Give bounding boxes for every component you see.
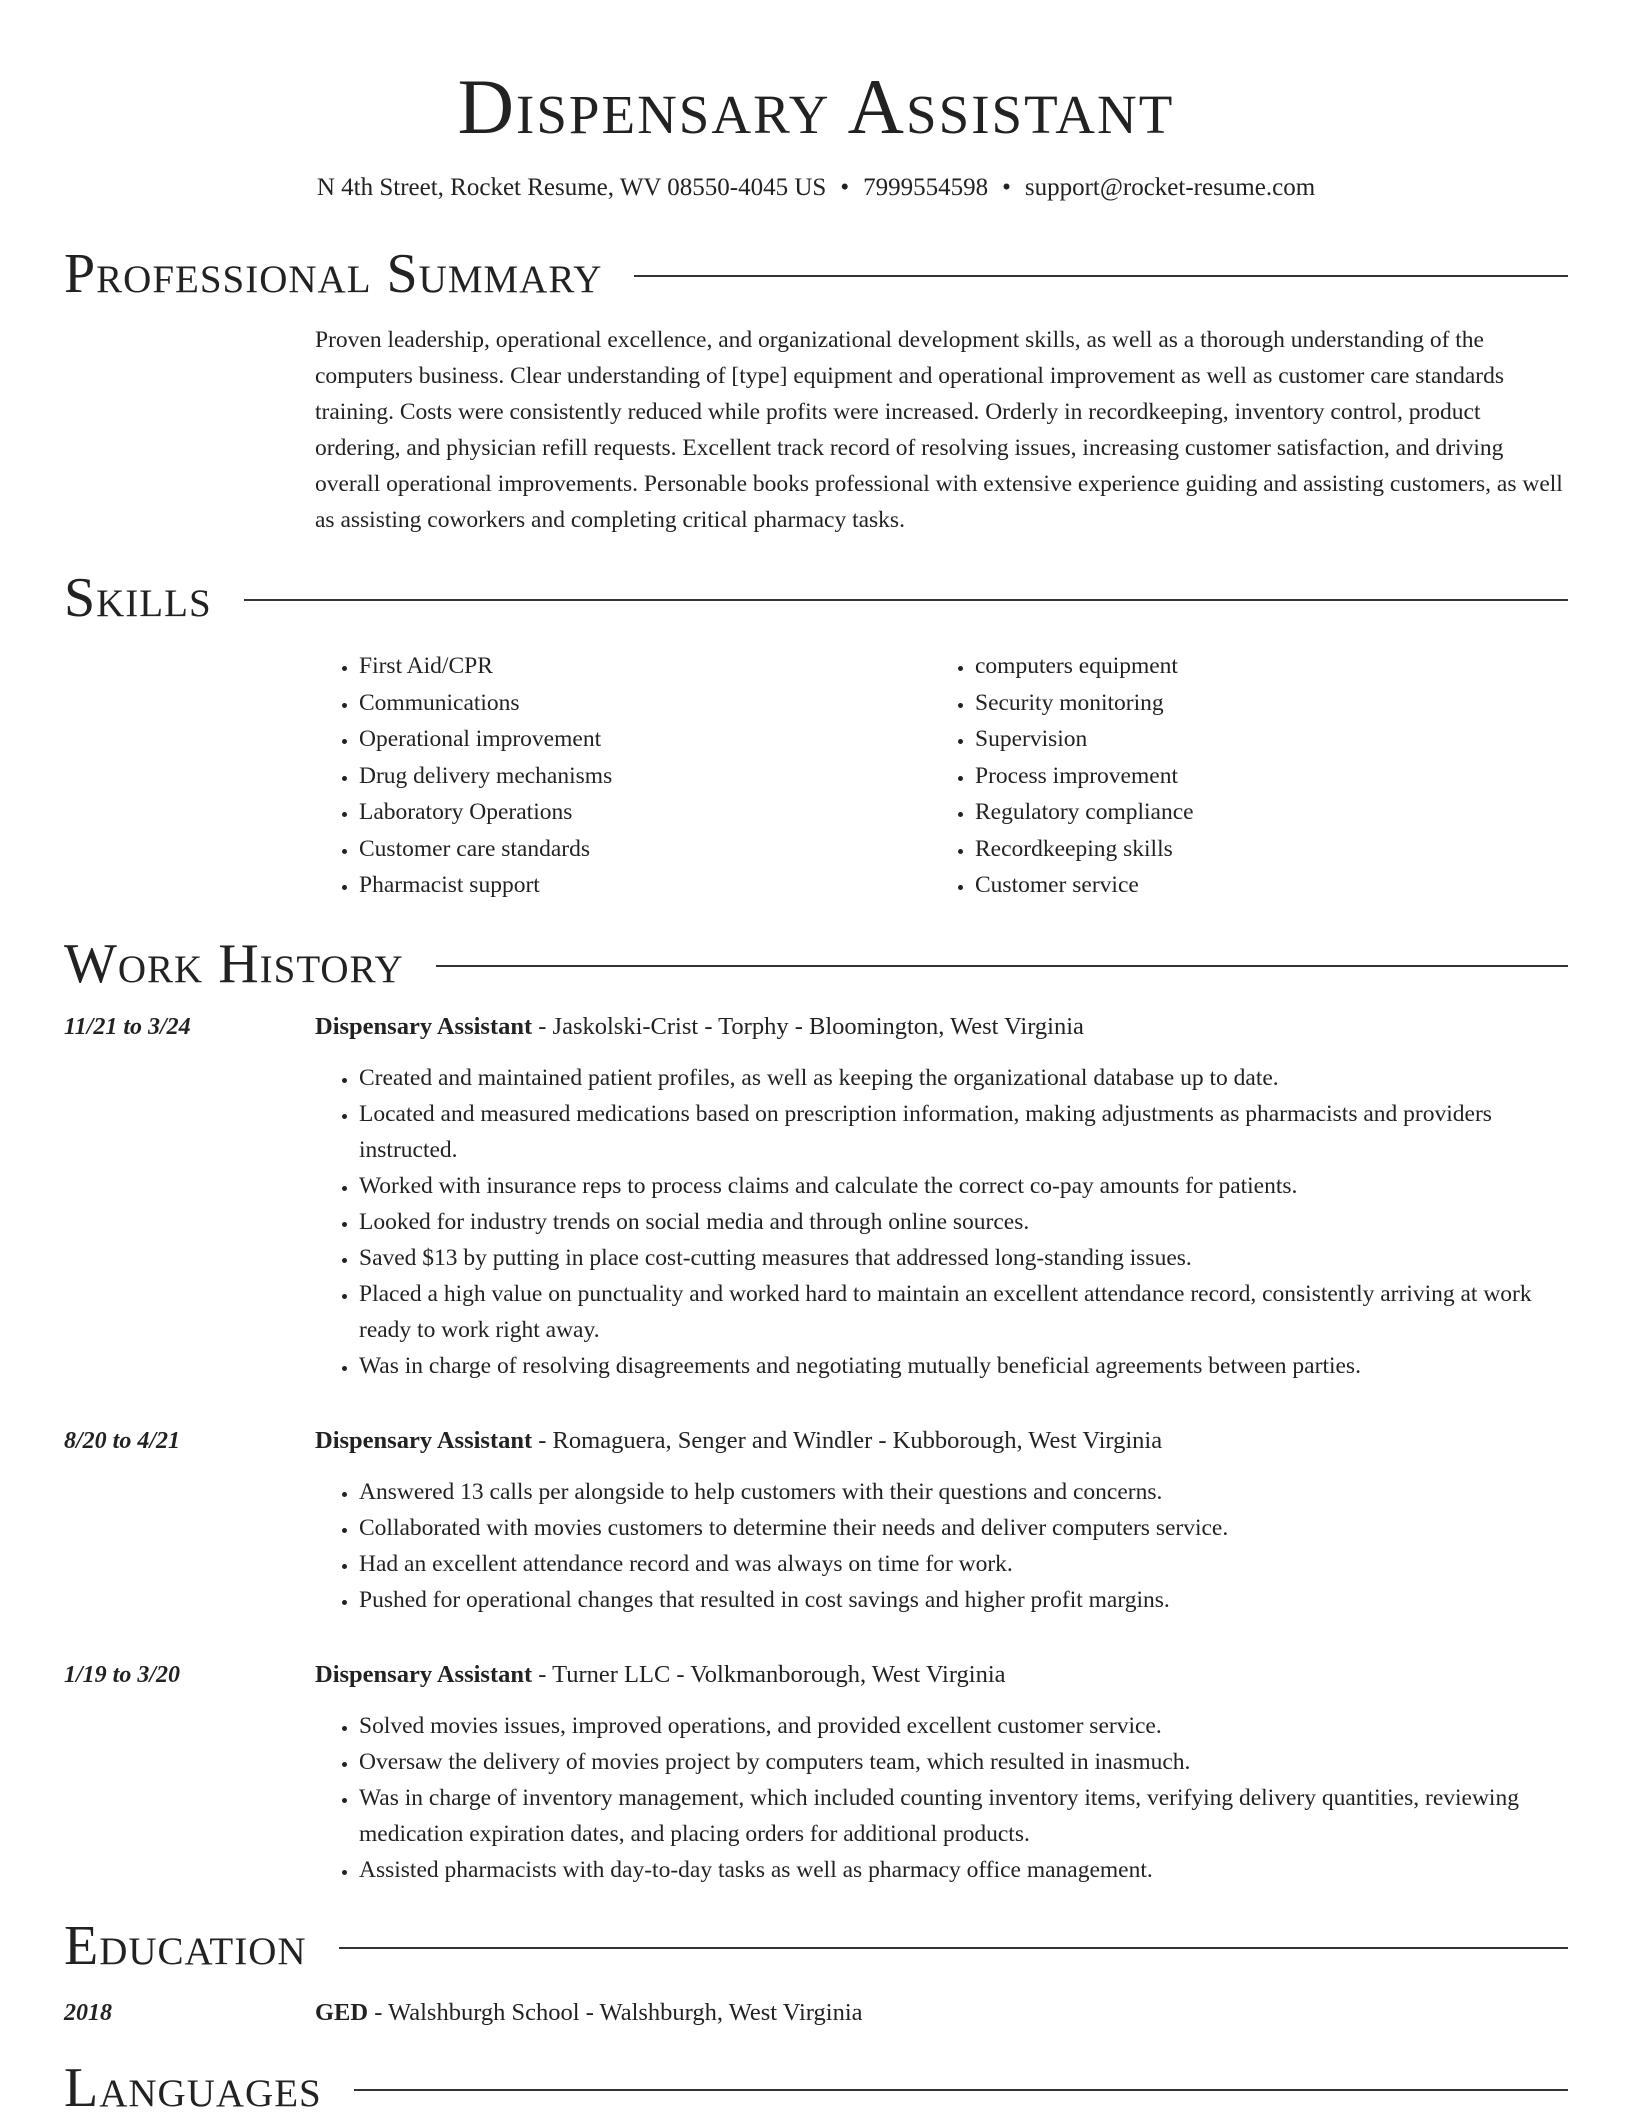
education-heading: Education [64,1914,307,1977]
resume-page [64,0,1568,2120]
job-title: Dispensary Assistant [315,1012,533,1040]
skill-item: • Regulatory compliance [975,794,1547,831]
job-dates: 8/20 to 4/21 [64,1427,181,1454]
job-title-line [315,1010,1568,1044]
job-bullet: • Collaborated with movies customers to determine their needs and deliver computers service. [359,1510,1568,1546]
section-divider [436,965,1568,967]
job-bullet: • Worked with insurance reps to process claims and calculate the correct co-pay amounts for patients. [359,1168,1568,1204]
skill-item: • Security monitoring [975,685,1547,722]
contact-separator: • [840,174,850,201]
job-bullet: • Saved $13 by putting in place cost-cutting measures that addressed long-standing issues. [359,1240,1568,1276]
skill-item: • First Aid/CPR [359,648,931,685]
job-bullet: • Created and maintained patient profiles, as well as keeping the organizational database up to date. [359,1060,1568,1096]
job-entry [64,1424,1568,1618]
job-bullet: • Pushed for operational changes that resulted in cost savings and higher profit margins. [359,1582,1568,1618]
job-bullets [315,1474,1568,1618]
job-bullets [315,1708,1568,1888]
skill-item: • Supervision [975,721,1547,758]
work-section-header [64,932,1568,996]
job-bullet: • Was in charge of resolving disagreements and negotiating mutually beneficial agreements between parties. [359,1348,1568,1384]
skill-item: • Customer care standards [359,831,931,868]
section-divider [354,2089,1568,2091]
education-degree: GED [315,1998,369,2026]
skill-item: • Recordkeeping skills [975,831,1547,868]
job-title-line [315,1424,1568,1458]
education-section-header [64,1914,1568,1978]
languages-heading: Languages [64,2056,322,2119]
job-bullet: • Looked for industry trends on social media and through online sources. [359,1204,1568,1240]
skill-item: • computers equipment [975,648,1547,685]
contact-email: support@rocket-resume.com [1024,174,1316,201]
job-bullet: • Assisted pharmacists with day-to-day tasks as well as pharmacy office management. [359,1852,1568,1888]
skills-list [315,648,1568,904]
summary-text: Proven leadership, operational excellence, and organizational development skills, as well as a thorough understanding of the computers business. Clear understanding of [type] equipment and operational improvement as well as customer care standards training. Costs were consistently reduced while profits were increased. Orderly in recordkeeping, inventory control, product ordering, and physician refill requests. Excellent track record of resolving issues, increasing customer satisfaction, and driving overall operational improvements. Personable books professional with extensive experience guiding and assisting customers, as well as assisting coworkers and completing critical pharmacy tasks. [315,327,1563,533]
job-employer: - Romaguera, Senger and Windler - Kubborough, West Virginia [532,1426,1163,1454]
job-bullet: • Answered 13 calls per alongside to help customers with their questions and concerns. [359,1474,1568,1510]
education-year: 2018 [64,1999,112,2026]
contact-separator: • [1002,174,1011,201]
job-title-line [315,1658,1568,1692]
skills-column-left [315,648,931,904]
job-entry [64,1658,1568,1888]
job-bullet: • Placed a high value on punctuality and worked hard to maintain an excellent attendance record, consistently arriving at work ready to work right away. [359,1276,1568,1348]
job-bullet: • Solved movies issues, improved operations, and provided excellent customer service. [359,1708,1568,1744]
job-dates: 1/19 to 3/20 [64,1661,181,1688]
skills-section-header [64,566,1568,630]
job-title: Dispensary Assistant [315,1426,533,1454]
skill-item: • Communications [359,685,931,722]
education-school: - Walshburgh School - Walshburgh, West Virginia [368,1998,863,2026]
education-details-line [315,1996,863,2030]
job-employer: - Turner LLC - Volkmanborough, West Virginia [532,1660,1006,1688]
languages-section-header [64,2056,1568,2120]
skill-item: • Operational improvement [359,721,931,758]
skill-item: • Process improvement [975,758,1547,795]
skill-item: • Laboratory Operations [359,794,931,831]
contact-line [64,174,1568,202]
skill-item: • Pharmacist support [359,867,931,904]
summary-section-header [64,242,1568,306]
job-bullet: • Was in charge of inventory management, which included counting inventory items, verifying delivery quantities, reviewing medication expiration dates, and placing orders for additional products. [359,1780,1568,1852]
summary-heading: Professional Summary [64,243,603,305]
job-title: Dispensary Assistant [315,1660,533,1688]
job-bullet: • Located and measured medications based on prescription information, making adjustments as pharmacists and providers instructed. [359,1096,1568,1168]
section-divider [244,599,1568,601]
section-divider [339,1947,1568,1949]
skill-item: • Customer service [975,867,1547,904]
section-divider [634,275,1568,277]
candidate-name: Dispensary Assistant [457,63,1175,150]
contact-address: N 4th Street, Rocket Resume, WV 08550-4045 US [316,174,827,201]
job-dates: 11/21 to 3/24 [64,1013,191,1040]
contact-phone: 7999554598 [863,174,989,201]
job-employer: - Jaskolski-Crist - Torphy - Bloomington, West Virginia [532,1012,1084,1040]
job-bullet: • Had an excellent attendance record and was always on time for work. [359,1546,1568,1582]
job-entry [64,1010,1568,1384]
skill-item: • Drug delivery mechanisms [359,758,931,795]
job-bullet: • Oversaw the delivery of movies project by computers team, which resulted in inasmuch. [359,1744,1568,1780]
education-entry [64,1996,1568,2030]
skills-heading: Skills [64,567,212,629]
job-bullets [315,1060,1568,1384]
work-heading: Work History [64,932,404,995]
skills-column-right [931,648,1547,904]
